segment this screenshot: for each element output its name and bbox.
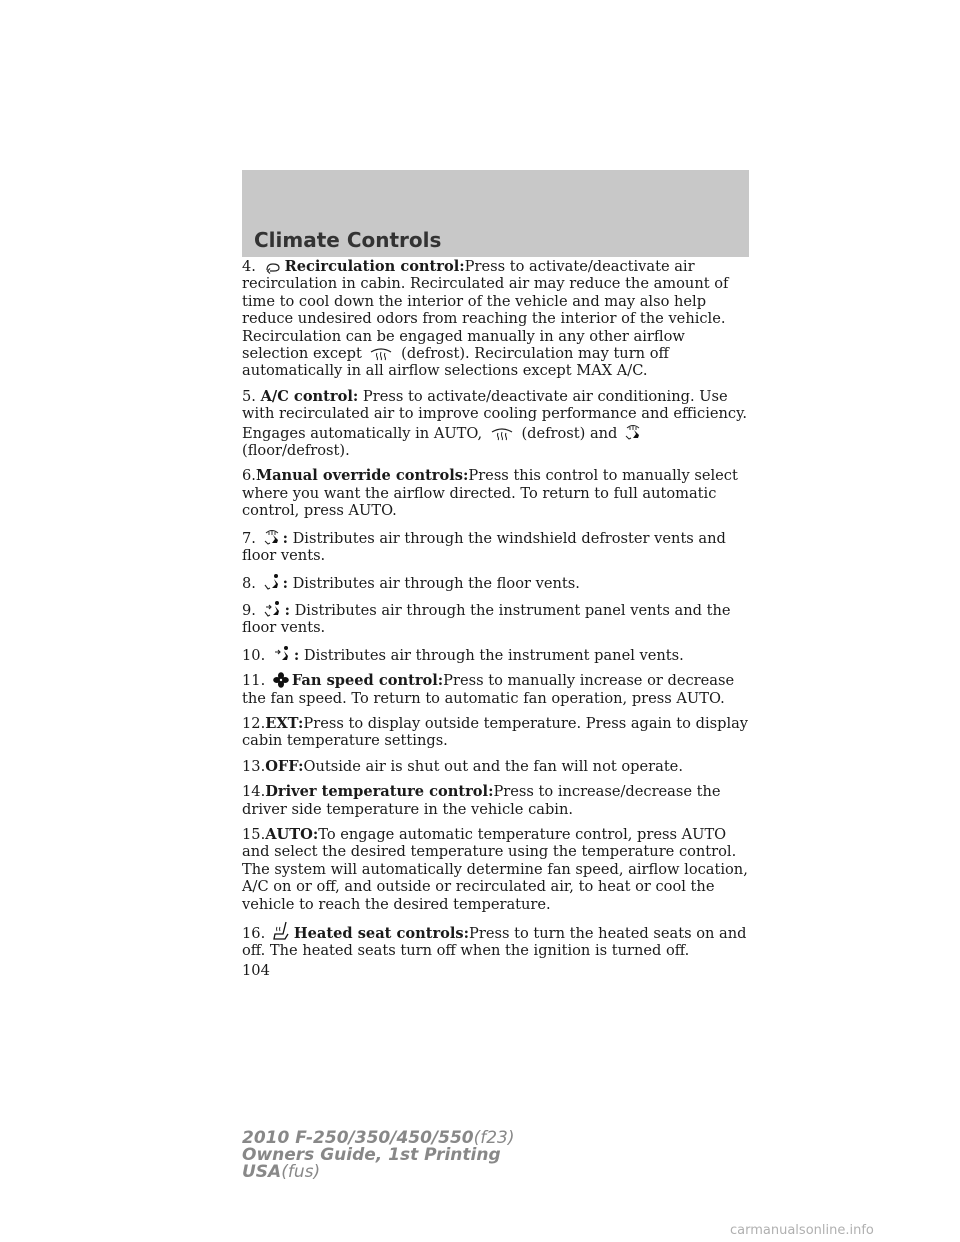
- manual-content: [242, 258, 752, 968]
- list-item: 8. : Distributes air through the floor vents.: [242, 574, 580, 592]
- list-item: 14.Driver temperature control:Press to increase/decrease the driver side temperature in the vehicle cabin.: [242, 783, 721, 818]
- floor-vent-icon: [264, 573, 280, 591]
- page-number: 104: [242, 962, 270, 979]
- section-title: Climate Controls: [254, 228, 442, 252]
- watermark: carmanualsonline.info: [730, 1223, 874, 1238]
- list-item: 5. A/C control: Press to activate/deactivate air conditioning. Use with recirculated air to improve cooling performance and efficiency. Engages automatically in AUTO, (defrost) and (floor/defrost).: [242, 387, 748, 460]
- recirculation-icon: [264, 262, 282, 274]
- footer-line-2: Owners Guide, 1st Printing: [242, 1145, 501, 1165]
- fan-icon: [273, 672, 289, 688]
- list-item: 12.EXT:Press to display outside temperature. Press again to display cabin temperature settings.: [242, 714, 749, 750]
- list-item: 13.OFF:Outside air is shut out and the fan will not operate.: [242, 757, 683, 775]
- footer-line-3: USA(fus): [242, 1162, 321, 1182]
- floor-defrost-icon: [625, 423, 641, 441]
- list-item: 11. Fan speed control:Press to manually increase or decrease the fan speed. To return to automatic fan operation, press AUTO.: [242, 672, 735, 707]
- defrost-icon: [369, 347, 393, 361]
- floor-defrost-icon: [264, 528, 280, 546]
- defrost-icon: [490, 427, 514, 441]
- list-item: 9. : Distributes air through the instrument panel vents and the floor vents.: [242, 601, 731, 637]
- list-item: 4. Recirculation control:Press to activate/deactivate air recirculation in cabin. Recirculated air may reduce the amount of time to cool down the interior of the vehicle and may also help reduce undesired odors from reaching the interior of the vehicle. Recirculation can be engaged manually in any other airflow selection except (defrost). Recirculation may turn off automatically in all airflow selections except MAX A/C.: [242, 258, 729, 380]
- heated-seat-icon: [273, 921, 291, 941]
- list-item: 10. : Distributes air through the instrument panel vents.: [242, 646, 684, 664]
- print-footer: [242, 1130, 515, 1181]
- panel-floor-vent-icon: [264, 600, 282, 618]
- list-item: 15.AUTO:To engage automatic temperature control, press AUTO and select the desired temperature using the temperature control. The system will automatically determine fan speed, airflow location, A/C on or off, and outside or recirculated air, to heat or cool the vehicle to reach the desired temperature.: [242, 825, 748, 913]
- panel-vent-icon: [273, 645, 291, 663]
- list-item: 6.Manual override controls:Press this control to manually select where you want the airflow directed. To return to full automatic control, press AUTO.: [242, 467, 738, 520]
- footer-line-1: 2010 F-250/350/450/550(f23): [242, 1128, 515, 1148]
- list-item: 7. : Distributes air through the windshield defroster vents and floor vents.: [242, 529, 726, 565]
- list-item: 16. Heated seat controls:Press to turn the heated seats on and off. The heated seats turn off when the ignition is turned off.: [242, 921, 752, 960]
